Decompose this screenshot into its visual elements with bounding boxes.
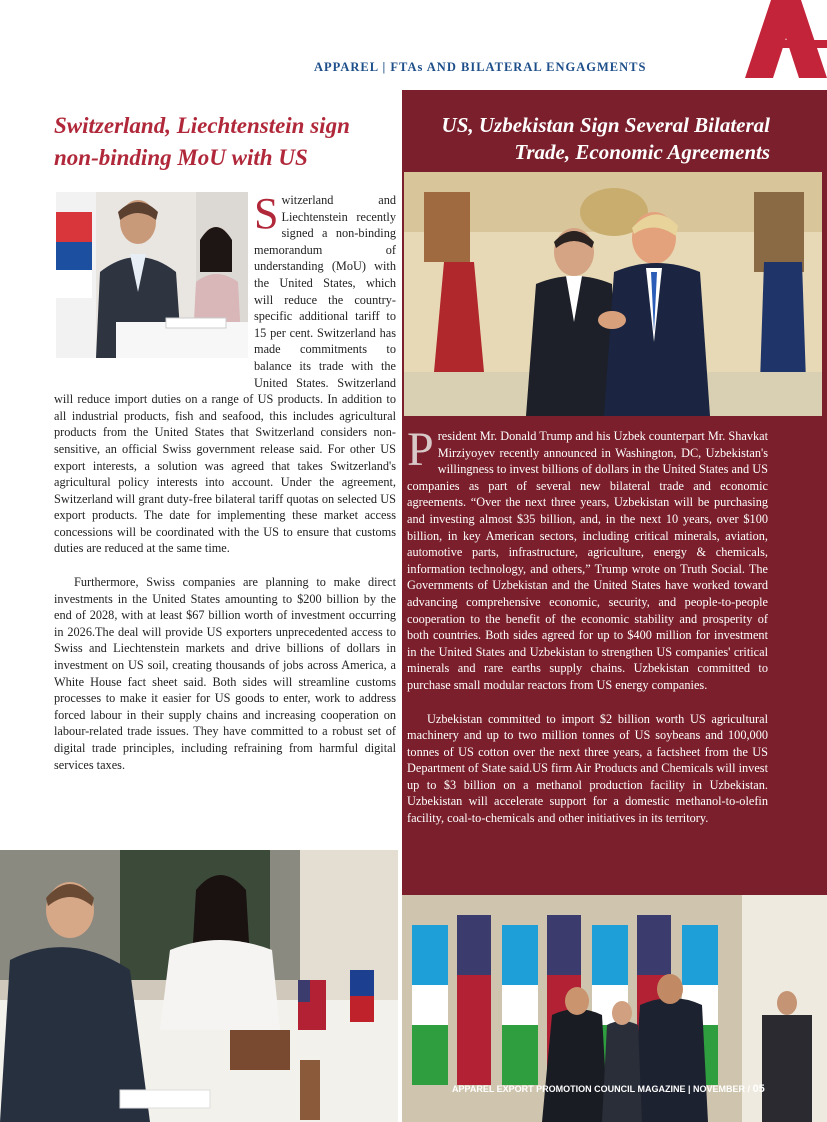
handshake-photo-left	[0, 850, 398, 1122]
right-article-title: US, Uzbekistan Sign Several Bilateral Trade, Economic Agreements	[441, 113, 770, 165]
magazine-logo-icon	[707, 0, 827, 78]
trump-mirziyoyev-photo	[404, 172, 822, 416]
dropcap-p: P	[407, 423, 434, 476]
page-number: 05	[752, 1083, 765, 1095]
left-paragraph-1: Switzerland and Liechtenstein recently signed a non-binding memorandum of understanding (MoU) with the United States, which will reduce the country-specific additional tariff to 15 per cent. Switzerland has made commitments to balance its trade with the United States. Switzerland will reduce import duties on a range of US products. In addition to all industrial products, fish and seafood, this includes agricultural products from the United States that Switzerland considers non-sensitive, an official Swiss government release said. For other US export interests, a solution was agreed that takes Switzerland's agricultural policy interests into account. Under the agreement, Switzerland will grant duty-free bilateral tariff quotas on selected US export products. The date for implementing these market access concessions will be coordinated with the US to ensure that customs duties are reduced at the same time.	[54, 189, 396, 556]
page-footer	[452, 1083, 765, 1095]
right-article-body	[407, 423, 768, 844]
left-article-title: Switzerland, Liechtenstein sign non-binding MoU with US	[54, 113, 350, 170]
left-paragraph-2: Furthermore, Swiss companies are planning to make direct investments in the United States amounting to $200 billion by the end of 2028, with at least $67 billion worth of investment occurring in 2026.The deal will provide US exporters unprecedented access to Swiss and Liechtenstein markets and drive billions of dollars in investment on US soil, creating thousands of jobs across America, a White House fact sheet said. Both sides will streamline customs processes to make it easier for US goods to enter, work to address forced labour in their supply chains and increasing cooperation on labour-related trade issues. They have committed to a robust set of digital trade principles, including refraining from harmful digital services taxes.	[54, 575, 396, 772]
photo-wrap-spacer	[54, 192, 254, 382]
section-header: APPAREL | FTAs AND BILATERAL ENGAGMENTS	[314, 60, 647, 74]
dropcap-s: S	[254, 189, 279, 238]
left-article-body	[54, 189, 396, 790]
right-paragraph-1: President Mr. Donald Trump and his Uzbek counterpart Mr. Shavkat Mirziyoyev recently announced in Washington, DC, Uzbekistan's willingness to invest billions of dollars in the United States and US companies as part of several new bilateral trade and economic agreements. “Over the next three years, Uzbekistan will be purchasing and investing almost $35 billion, and, in the next 10 years, over $100 billion, in key American sectors, including critical minerals, aviation, automotive parts, infrastructure, agriculture, energy & chemicals, information technology, and others,” Trump wrote on Truth Social. The Governments of Uzbekistan and the United States have worked toward advancing comprehensive economic, security, and people-to-people cooperation to the benefit of the economic stability and prosperity of both countries. Both sides agreed for up to $400 million for investment in the United States and Uzbekistan to strengthen US companies' critical minerals and rare earths supply chains. Uzbekistan committed to purchase small modular reactors from US energy companies.	[407, 423, 768, 692]
footer-text: APPAREL EXPORT PROMOTION COUNCIL MAGAZINE | NOVEMBER /	[452, 1084, 751, 1094]
right-paragraph-2: Uzbekistan committed to import $2 billion worth US agricultural machinery and up to two million tonnes of US soybeans and 100,000 tonnes of US cotton over the next three years, a factsheet from the US Department of State said.US firm Air Products and Chemicals will invest up to $3 billion on a methanol production facility in Uzbekistan. Uzbekistan will accelerate support for a domestic methanol-to-olefin facility, coal-to-chemicals and other initiatives in its territory.	[407, 711, 768, 826]
